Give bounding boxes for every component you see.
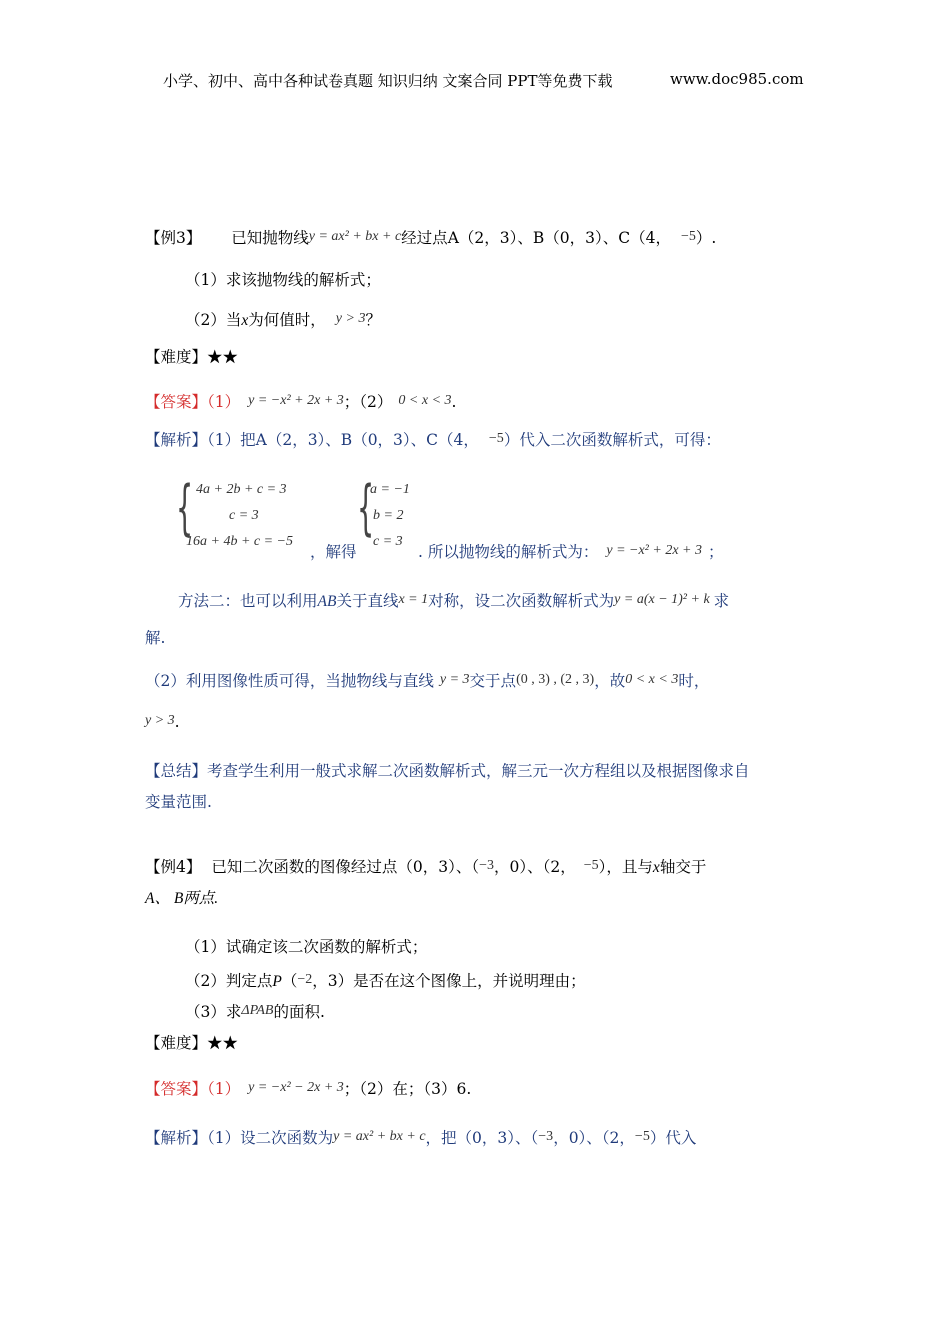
system1-eq1: 4a + 2b + c = 3 xyxy=(196,482,287,497)
solve-word: ，解得 xyxy=(310,543,357,561)
difficulty-stars: ★★ xyxy=(207,348,239,366)
ex3-part2: （2）利用图像性质可得，当抛物线与直线 y = 3交于点(0 , 3) , (2 , 3)，故0 < x < 3时， xyxy=(145,672,710,690)
header-url[interactable]: www.doc985.com xyxy=(670,70,804,88)
ex3-label: 【例3】 xyxy=(145,229,202,247)
ex4-answer: 【答案】（1） y = −x² − 2x + 3；（2）在；（3）6. xyxy=(145,1080,472,1098)
ex4-stem: 【例4】 已知二次函数的图像经过点（0，3）、（−3，0）、（2， −5），且与x轴交于 xyxy=(145,858,707,876)
ex3-q1: （1）求该抛物线的解析式； xyxy=(185,271,381,289)
system2-eq2: b = 2 xyxy=(373,508,404,523)
ex3-method2-cont: 解. xyxy=(145,629,166,647)
ex4-analysis: 【解析】（1）设二次函数为y = ax² + bx + c，把（0，3）、（−3，0）、（2，−5）代入 xyxy=(145,1129,697,1147)
ex3-q2: （2）当x为何值时， y > 3？ xyxy=(185,311,381,329)
ex3-stem-points: A（2，3）、B（0，3）、C（4， xyxy=(447,229,671,247)
ex3-analysis: 【解析】（1）把A（2，3）、B（0，3）、C（4， −5）代入二次函数解析式，可得： xyxy=(145,431,721,449)
ex3-stem-formula: y = ax² + bx + c xyxy=(308,229,402,244)
ex3-summary-cont: 变量范围. xyxy=(145,793,212,811)
ex4-stem-cont: A、 B两点. xyxy=(145,890,219,907)
system1-brace: { xyxy=(176,473,194,543)
difficulty-stars: ★★ xyxy=(207,1034,239,1052)
header-text: 小学、初中、高中各种试卷真题 知识归纳 文案合同 PPT等免费下载 xyxy=(163,72,613,90)
system2-brace: { xyxy=(357,473,375,543)
ex3-method2: 方法二：也可以利用AB关于直线x = 1对称，设二次函数解析式为y = a(x − 1)² + k 求 xyxy=(178,592,730,610)
ex3-difficulty: 【难度】★★ xyxy=(145,348,239,366)
ex3-part2-result: y > 3. xyxy=(145,713,180,731)
ex4-difficulty: 【难度】★★ xyxy=(145,1034,239,1052)
system2-eq3: c = 3 xyxy=(373,534,403,549)
ex3-stem: 【例3】 已知抛物线y = ax² + bx + c经过点A（2，3）、B（0，3）、C（4， −5）. xyxy=(145,229,717,247)
ex4-label: 【例4】 xyxy=(145,858,202,876)
system1-eq2: c = 3 xyxy=(229,508,259,523)
system2-eq1: a = −1 xyxy=(370,482,410,497)
ex4-q3: （3）求ΔPAB的面积. xyxy=(185,1003,325,1021)
ex3-conclusion: . 所以抛物线的解析式为： y = −x² + 2x + 3 ； xyxy=(418,543,724,561)
ex4-q2: （2）判定点P（−2，3）是否在这个图像上，并说明理由； xyxy=(185,972,586,990)
ex3-summary: 【总结】考查学生利用一般式求解二次函数解析式，解三元一次方程组以及根据图像求自 xyxy=(145,762,750,780)
ex4-q1: （1）试确定该二次函数的解析式； xyxy=(185,938,428,956)
system1-eq3: 16a + 4b + c = −5 xyxy=(186,534,294,549)
ex3-answer: 【答案】（1） y = −x² + 2x + 3；（2） 0 < x < 3. xyxy=(145,393,457,411)
